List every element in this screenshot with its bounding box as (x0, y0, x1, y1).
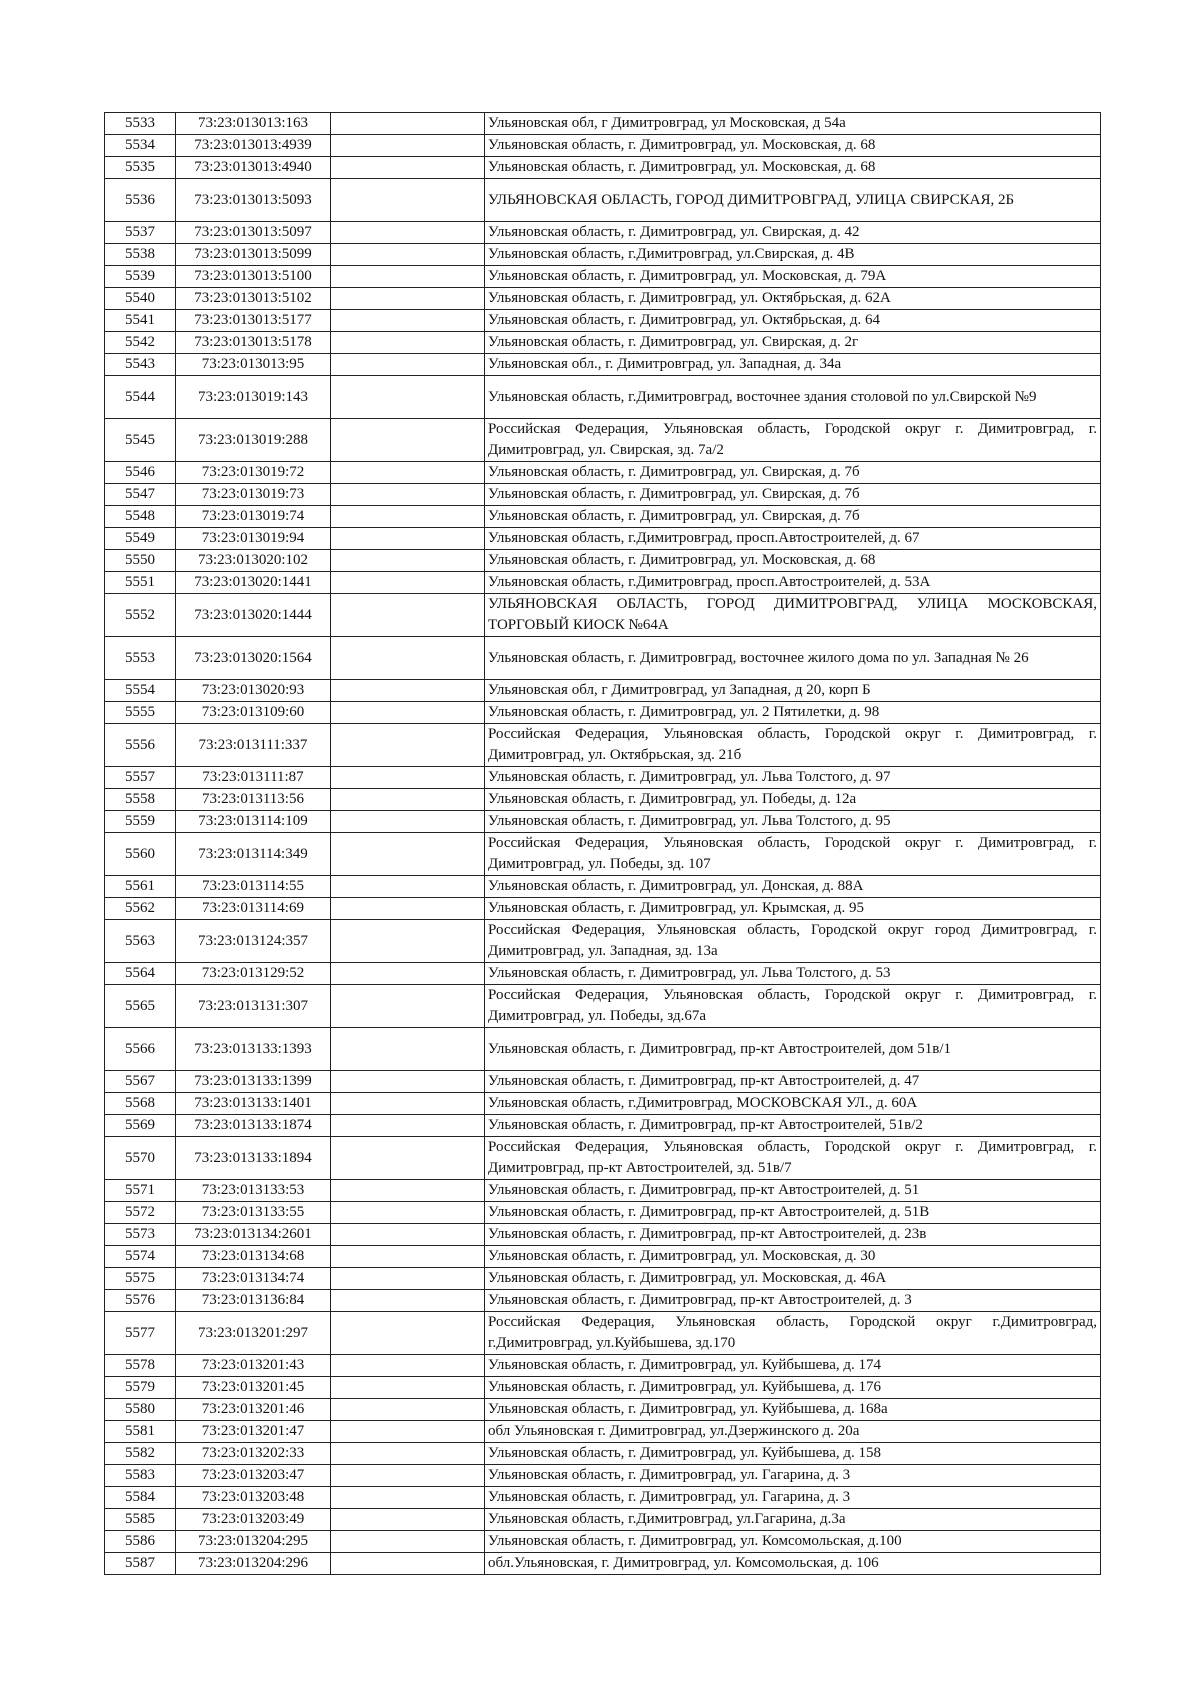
row-number: 5542 (105, 332, 176, 354)
row-number: 5568 (105, 1093, 176, 1115)
cadastral-number: 73:23:013111:337 (176, 724, 331, 767)
row-number: 5578 (105, 1355, 176, 1377)
empty-cell (331, 1553, 485, 1575)
empty-cell (331, 1268, 485, 1290)
table-row (105, 550, 1101, 572)
empty-cell (331, 419, 485, 462)
empty-cell (331, 135, 485, 157)
table-row (105, 135, 1101, 157)
address: Российская Федерация, Ульяновская область, Городской округ г. Димитровград, г. Димитровград, ул. Победы, зд. 107 (485, 833, 1101, 876)
row-number: 5534 (105, 135, 176, 157)
row-number: 5550 (105, 550, 176, 572)
cadastral-number: 73:23:013134:68 (176, 1246, 331, 1268)
address: Российская Федерация, Ульяновская область, Городской округ г. Димитровград, г. Димитровград, пр-кт Автостроителей, зд. 51в/7 (485, 1137, 1101, 1180)
row-number: 5552 (105, 594, 176, 637)
empty-cell (331, 1377, 485, 1399)
row-number: 5554 (105, 680, 176, 702)
row-number: 5575 (105, 1268, 176, 1290)
row-number: 5582 (105, 1443, 176, 1465)
table-row (105, 680, 1101, 702)
empty-cell (331, 1443, 485, 1465)
table-row (105, 1421, 1101, 1443)
address: Ульяновская область, г. Димитровград, пр-кт Автостроителей, дом 51в/1 (485, 1028, 1101, 1071)
row-number: 5572 (105, 1202, 176, 1224)
row-number: 5561 (105, 876, 176, 898)
address: Ульяновская область, г. Димитровград, ул. Гагарина, д. 3 (485, 1487, 1101, 1509)
table-row (105, 484, 1101, 506)
cadastral-number: 73:23:013133:1894 (176, 1137, 331, 1180)
row-number: 5583 (105, 1465, 176, 1487)
table-row (105, 157, 1101, 179)
table-row (105, 179, 1101, 222)
row-number: 5533 (105, 113, 176, 135)
row-number: 5536 (105, 179, 176, 222)
address: Ульяновская область, г. Димитровград, пр-кт Автостроителей, д. 51 (485, 1180, 1101, 1202)
cadastral-number: 73:23:013013:5177 (176, 310, 331, 332)
address: Ульяновская область, г.Димитровград, МОСКОВСКАЯ УЛ., д. 60А (485, 1093, 1101, 1115)
row-number: 5567 (105, 1071, 176, 1093)
table-row (105, 288, 1101, 310)
row-number: 5545 (105, 419, 176, 462)
address: Ульяновская область, г. Димитровград, пр-кт Автостроителей, д. 23в (485, 1224, 1101, 1246)
row-number: 5563 (105, 920, 176, 963)
empty-cell (331, 1115, 485, 1137)
empty-cell (331, 1202, 485, 1224)
address: Российская Федерация, Ульяновская область, Городской округ город Димитровград, г. Димитровград, ул. Западная, зд. 13а (485, 920, 1101, 963)
address: Ульяновская область, г. Димитровград, ул. Московская, д. 68 (485, 550, 1101, 572)
address: Ульяновская область, г. Димитровград, ул. Московская, д. 46А (485, 1268, 1101, 1290)
row-number: 5560 (105, 833, 176, 876)
table-row (105, 244, 1101, 266)
table-row (105, 1443, 1101, 1465)
table-row (105, 702, 1101, 724)
address: обл Ульяновская г. Димитровград, ул.Дзержинского д. 20а (485, 1421, 1101, 1443)
cadastral-number: 73:23:013131:307 (176, 985, 331, 1028)
cadastral-number: 73:23:013019:74 (176, 506, 331, 528)
row-number: 5556 (105, 724, 176, 767)
table-row (105, 920, 1101, 963)
empty-cell (331, 876, 485, 898)
cadastral-number: 73:23:013020:1564 (176, 637, 331, 680)
cadastral-number: 73:23:013020:93 (176, 680, 331, 702)
row-number: 5559 (105, 811, 176, 833)
empty-cell (331, 789, 485, 811)
empty-cell (331, 572, 485, 594)
cadastral-number: 73:23:013114:349 (176, 833, 331, 876)
empty-cell (331, 310, 485, 332)
cadastral-number: 73:23:013013:163 (176, 113, 331, 135)
address: УЛЬЯНОВСКАЯ ОБЛАСТЬ, ГОРОД ДИМИТРОВГРАД, УЛИЦА МОСКОВСКАЯ, ТОРГОВЫЙ КИОСК №64А (485, 594, 1101, 637)
row-number: 5587 (105, 1553, 176, 1575)
empty-cell (331, 354, 485, 376)
cadastral-number: 73:23:013202:33 (176, 1443, 331, 1465)
empty-cell (331, 506, 485, 528)
empty-cell (331, 332, 485, 354)
row-number: 5564 (105, 963, 176, 985)
cadastral-number: 73:23:013201:47 (176, 1421, 331, 1443)
cadastral-number: 73:23:013133:1393 (176, 1028, 331, 1071)
table-row (105, 1399, 1101, 1421)
empty-cell (331, 288, 485, 310)
empty-cell (331, 680, 485, 702)
row-number: 5535 (105, 157, 176, 179)
table-row (105, 113, 1101, 135)
cadastral-number: 73:23:013134:74 (176, 1268, 331, 1290)
row-number: 5548 (105, 506, 176, 528)
table-row (105, 1487, 1101, 1509)
address: Ульяновская область, г. Димитровград, ул. Свирская, д. 7б (485, 462, 1101, 484)
empty-cell (331, 898, 485, 920)
empty-cell (331, 376, 485, 419)
table-row (105, 572, 1101, 594)
address: Ульяновская область, г.Димитровград, просп.Автостроителей, д. 67 (485, 528, 1101, 550)
row-number: 5584 (105, 1487, 176, 1509)
table-row (105, 898, 1101, 920)
cadastral-number: 73:23:013111:87 (176, 767, 331, 789)
table-body (105, 113, 1101, 1575)
cadastral-number: 73:23:013203:47 (176, 1465, 331, 1487)
row-number: 5537 (105, 222, 176, 244)
cadastral-table (104, 112, 1101, 1575)
row-number: 5546 (105, 462, 176, 484)
table-row (105, 1093, 1101, 1115)
table-row (105, 354, 1101, 376)
cadastral-number: 73:23:013114:55 (176, 876, 331, 898)
row-number: 5562 (105, 898, 176, 920)
empty-cell (331, 1465, 485, 1487)
address: Российская Федерация, Ульяновская область, Городской округ г. Димитровград, г. Димитровград, ул. Октябрьская, зд. 21б (485, 724, 1101, 767)
table-row (105, 1355, 1101, 1377)
table-row (105, 1028, 1101, 1071)
table-row (105, 222, 1101, 244)
cadastral-number: 73:23:013020:1444 (176, 594, 331, 637)
row-number: 5558 (105, 789, 176, 811)
table-row (105, 1553, 1101, 1575)
cadastral-number: 73:23:013019:288 (176, 419, 331, 462)
table-row (105, 963, 1101, 985)
row-number: 5540 (105, 288, 176, 310)
cadastral-number: 73:23:013133:1401 (176, 1093, 331, 1115)
cadastral-number: 73:23:013201:43 (176, 1355, 331, 1377)
address: Ульяновская область, г. Димитровград, пр-кт Автостроителей, 51в/2 (485, 1115, 1101, 1137)
row-number: 5555 (105, 702, 176, 724)
cadastral-number: 73:23:013124:357 (176, 920, 331, 963)
cadastral-number: 73:23:013136:84 (176, 1290, 331, 1312)
cadastral-number: 73:23:013133:1399 (176, 1071, 331, 1093)
cadastral-number: 73:23:013013:5178 (176, 332, 331, 354)
address: Ульяновская область, г. Димитровград, ул. Октябрьская, д. 62А (485, 288, 1101, 310)
row-number: 5553 (105, 637, 176, 680)
row-number: 5557 (105, 767, 176, 789)
cadastral-number: 73:23:013114:109 (176, 811, 331, 833)
empty-cell (331, 811, 485, 833)
cadastral-number: 73:23:013133:53 (176, 1180, 331, 1202)
cadastral-number: 73:23:013129:52 (176, 963, 331, 985)
address: Ульяновская область, г. Димитровград, ул. Льва Толстого, д. 95 (485, 811, 1101, 833)
row-number: 5571 (105, 1180, 176, 1202)
cadastral-number: 73:23:013013:5097 (176, 222, 331, 244)
empty-cell (331, 179, 485, 222)
empty-cell (331, 244, 485, 266)
table-row (105, 637, 1101, 680)
cadastral-number: 73:23:013019:143 (176, 376, 331, 419)
cadastral-number: 73:23:013019:94 (176, 528, 331, 550)
address: Ульяновская область, г. Димитровград, ул. Московская, д. 68 (485, 157, 1101, 179)
empty-cell (331, 1093, 485, 1115)
row-number: 5586 (105, 1531, 176, 1553)
empty-cell (331, 963, 485, 985)
table-row (105, 528, 1101, 550)
empty-cell (331, 920, 485, 963)
address: Ульяновская область, г. Димитровград, пр-кт Автостроителей, д. 51В (485, 1202, 1101, 1224)
cadastral-number: 73:23:013204:296 (176, 1553, 331, 1575)
address: УЛЬЯНОВСКАЯ ОБЛАСТЬ, ГОРОД ДИМИТРОВГРАД, УЛИЦА СВИРСКАЯ, 2Б (485, 179, 1101, 222)
row-number: 5577 (105, 1312, 176, 1355)
table-row (105, 1290, 1101, 1312)
empty-cell (331, 1487, 485, 1509)
address: Ульяновская область, г. Димитровград, ул. Крымская, д. 95 (485, 898, 1101, 920)
table-row (105, 1465, 1101, 1487)
table-row (105, 767, 1101, 789)
row-number: 5539 (105, 266, 176, 288)
cadastral-number: 73:23:013204:295 (176, 1531, 331, 1553)
table-row (105, 1115, 1101, 1137)
empty-cell (331, 1531, 485, 1553)
address: Ульяновская область, г. Димитровград, ул. Свирская, д. 2г (485, 332, 1101, 354)
cadastral-number: 73:23:013019:73 (176, 484, 331, 506)
empty-cell (331, 1180, 485, 1202)
cadastral-number: 73:23:013201:45 (176, 1377, 331, 1399)
address: Ульяновская обл, г Димитровград, ул Западная, д 20, корп Б (485, 680, 1101, 702)
row-number: 5549 (105, 528, 176, 550)
row-number: 5579 (105, 1377, 176, 1399)
row-number: 5547 (105, 484, 176, 506)
empty-cell (331, 1290, 485, 1312)
address: Ульяновская область, г.Димитровград, ул.Гагарина, д.3а (485, 1509, 1101, 1531)
empty-cell (331, 985, 485, 1028)
table-row (105, 1531, 1101, 1553)
row-number: 5576 (105, 1290, 176, 1312)
empty-cell (331, 1509, 485, 1531)
table-row (105, 419, 1101, 462)
row-number: 5543 (105, 354, 176, 376)
table-row (105, 594, 1101, 637)
table-row (105, 462, 1101, 484)
cadastral-number: 73:23:013203:49 (176, 1509, 331, 1531)
table-row (105, 506, 1101, 528)
empty-cell (331, 266, 485, 288)
row-number: 5581 (105, 1421, 176, 1443)
cadastral-number: 73:23:013013:4939 (176, 135, 331, 157)
address: Ульяновская область, г. Димитровград, ул. Комсомольская, д.100 (485, 1531, 1101, 1553)
empty-cell (331, 157, 485, 179)
table-row (105, 876, 1101, 898)
cadastral-number: 73:23:013013:95 (176, 354, 331, 376)
address: Ульяновская область, г. Димитровград, ул. Московская, д. 79А (485, 266, 1101, 288)
table-row (105, 1509, 1101, 1531)
cadastral-number: 73:23:013203:48 (176, 1487, 331, 1509)
table-row (105, 1202, 1101, 1224)
table-row (105, 1071, 1101, 1093)
empty-cell (331, 724, 485, 767)
cadastral-number: 73:23:013113:56 (176, 789, 331, 811)
address: Ульяновская область, г. Димитровград, ул. Куйбышева, д. 176 (485, 1377, 1101, 1399)
address: Ульяновская область, г. Димитровград, ул. Куйбышева, д. 174 (485, 1355, 1101, 1377)
cadastral-number: 73:23:013109:60 (176, 702, 331, 724)
row-number: 5580 (105, 1399, 176, 1421)
row-number: 5570 (105, 1137, 176, 1180)
cadastral-number: 73:23:013020:102 (176, 550, 331, 572)
row-number: 5585 (105, 1509, 176, 1531)
address: Ульяновская область, г. Димитровград, пр-кт Автостроителей, д. 3 (485, 1290, 1101, 1312)
table-row (105, 1268, 1101, 1290)
row-number: 5565 (105, 985, 176, 1028)
empty-cell (331, 1071, 485, 1093)
empty-cell (331, 462, 485, 484)
cadastral-number: 73:23:013013:5099 (176, 244, 331, 266)
address: Ульяновская область, г. Димитровград, ул. Гагарина, д. 3 (485, 1465, 1101, 1487)
empty-cell (331, 1399, 485, 1421)
empty-cell (331, 637, 485, 680)
address: Ульяновская область, г. Димитровград, ул. Куйбышева, д. 158 (485, 1443, 1101, 1465)
empty-cell (331, 1355, 485, 1377)
address: Ульяновская область, г.Димитровград, просп.Автостроителей, д. 53А (485, 572, 1101, 594)
table-row (105, 1137, 1101, 1180)
row-number: 5538 (105, 244, 176, 266)
address: Ульяновская область, г. Димитровград, ул. Свирская, д. 7б (485, 506, 1101, 528)
cadastral-number: 73:23:013133:1874 (176, 1115, 331, 1137)
row-number: 5551 (105, 572, 176, 594)
address: Ульяновская область, г. Димитровград, ул. Свирская, д. 7б (485, 484, 1101, 506)
row-number: 5566 (105, 1028, 176, 1071)
table-row (105, 1224, 1101, 1246)
address: Ульяновская область, г. Димитровград, ул. Льва Толстого, д. 53 (485, 963, 1101, 985)
address: Ульяновская область, г. Димитровград, ул. Победы, д. 12а (485, 789, 1101, 811)
row-number: 5574 (105, 1246, 176, 1268)
empty-cell (331, 113, 485, 135)
address: Ульяновская обл, г Димитровград, ул Московская, д 54а (485, 113, 1101, 135)
row-number: 5569 (105, 1115, 176, 1137)
table-row (105, 985, 1101, 1028)
address: Ульяновская область, г. Димитровград, ул. 2 Пятилетки, д. 98 (485, 702, 1101, 724)
empty-cell (331, 594, 485, 637)
empty-cell (331, 550, 485, 572)
address: Ульяновская область, г. Димитровград, ул. Куйбышева, д. 168а (485, 1399, 1101, 1421)
table-row (105, 332, 1101, 354)
table-row (105, 833, 1101, 876)
cadastral-number: 73:23:013019:72 (176, 462, 331, 484)
address: Российская Федерация, Ульяновская область, Городской округ г.Димитровград, г.Димитровград, ул.Куйбышева, зд.170 (485, 1312, 1101, 1355)
cadastral-number: 73:23:013013:5100 (176, 266, 331, 288)
table-row (105, 1312, 1101, 1355)
empty-cell (331, 1028, 485, 1071)
cadastral-number: 73:23:013201:297 (176, 1312, 331, 1355)
table-row (105, 266, 1101, 288)
address: Российская Федерация, Ульяновская область, Городской округ г. Димитровград, г. Димитровград, ул. Свирская, зд. 7а/2 (485, 419, 1101, 462)
row-number: 5573 (105, 1224, 176, 1246)
cadastral-number: 73:23:013134:2601 (176, 1224, 331, 1246)
address: Ульяновская область, г. Димитровград, пр-кт Автостроителей, д. 47 (485, 1071, 1101, 1093)
address: Ульяновская область, г. Димитровград, восточнее жилого дома по ул. Западная № 26 (485, 637, 1101, 680)
cadastral-number: 73:23:013133:55 (176, 1202, 331, 1224)
empty-cell (331, 702, 485, 724)
document-page (104, 112, 1100, 1575)
cadastral-number: 73:23:013013:5102 (176, 288, 331, 310)
empty-cell (331, 767, 485, 789)
address: Ульяновская область, г. Димитровград, ул. Свирская, д. 42 (485, 222, 1101, 244)
table-row (105, 1180, 1101, 1202)
address: Ульяновская область, г.Димитровград, восточнее здания столовой по ул.Свирской №9 (485, 376, 1101, 419)
address: обл.Ульяновская, г. Димитровград, ул. Комсомольская, д. 106 (485, 1553, 1101, 1575)
empty-cell (331, 1137, 485, 1180)
address: Ульяновская область, г.Димитровград, ул.Свирская, д. 4В (485, 244, 1101, 266)
table-row (105, 724, 1101, 767)
table-row (105, 1246, 1101, 1268)
table-row (105, 310, 1101, 332)
address: Российская Федерация, Ульяновская область, Городской округ г. Димитровград, г. Димитровград, ул. Победы, зд.67а (485, 985, 1101, 1028)
empty-cell (331, 833, 485, 876)
address: Ульяновская область, г. Димитровград, ул. Льва Толстого, д. 97 (485, 767, 1101, 789)
empty-cell (331, 222, 485, 244)
empty-cell (331, 528, 485, 550)
table-row (105, 1377, 1101, 1399)
address: Ульяновская обл., г. Димитровград, ул. Западная, д. 34а (485, 354, 1101, 376)
row-number: 5541 (105, 310, 176, 332)
cadastral-number: 73:23:013013:4940 (176, 157, 331, 179)
cadastral-number: 73:23:013201:46 (176, 1399, 331, 1421)
address: Ульяновская область, г. Димитровград, ул. Октябрьская, д. 64 (485, 310, 1101, 332)
cadastral-number: 73:23:013013:5093 (176, 179, 331, 222)
address: Ульяновская область, г. Димитровград, ул. Московская, д. 30 (485, 1246, 1101, 1268)
cadastral-number: 73:23:013114:69 (176, 898, 331, 920)
cadastral-number: 73:23:013020:1441 (176, 572, 331, 594)
table-row (105, 811, 1101, 833)
empty-cell (331, 1246, 485, 1268)
empty-cell (331, 1421, 485, 1443)
table-row (105, 789, 1101, 811)
address: Ульяновская область, г. Димитровград, ул. Московская, д. 68 (485, 135, 1101, 157)
address: Ульяновская область, г. Димитровград, ул. Донская, д. 88А (485, 876, 1101, 898)
empty-cell (331, 484, 485, 506)
row-number: 5544 (105, 376, 176, 419)
empty-cell (331, 1224, 485, 1246)
empty-cell (331, 1312, 485, 1355)
table-row (105, 376, 1101, 419)
